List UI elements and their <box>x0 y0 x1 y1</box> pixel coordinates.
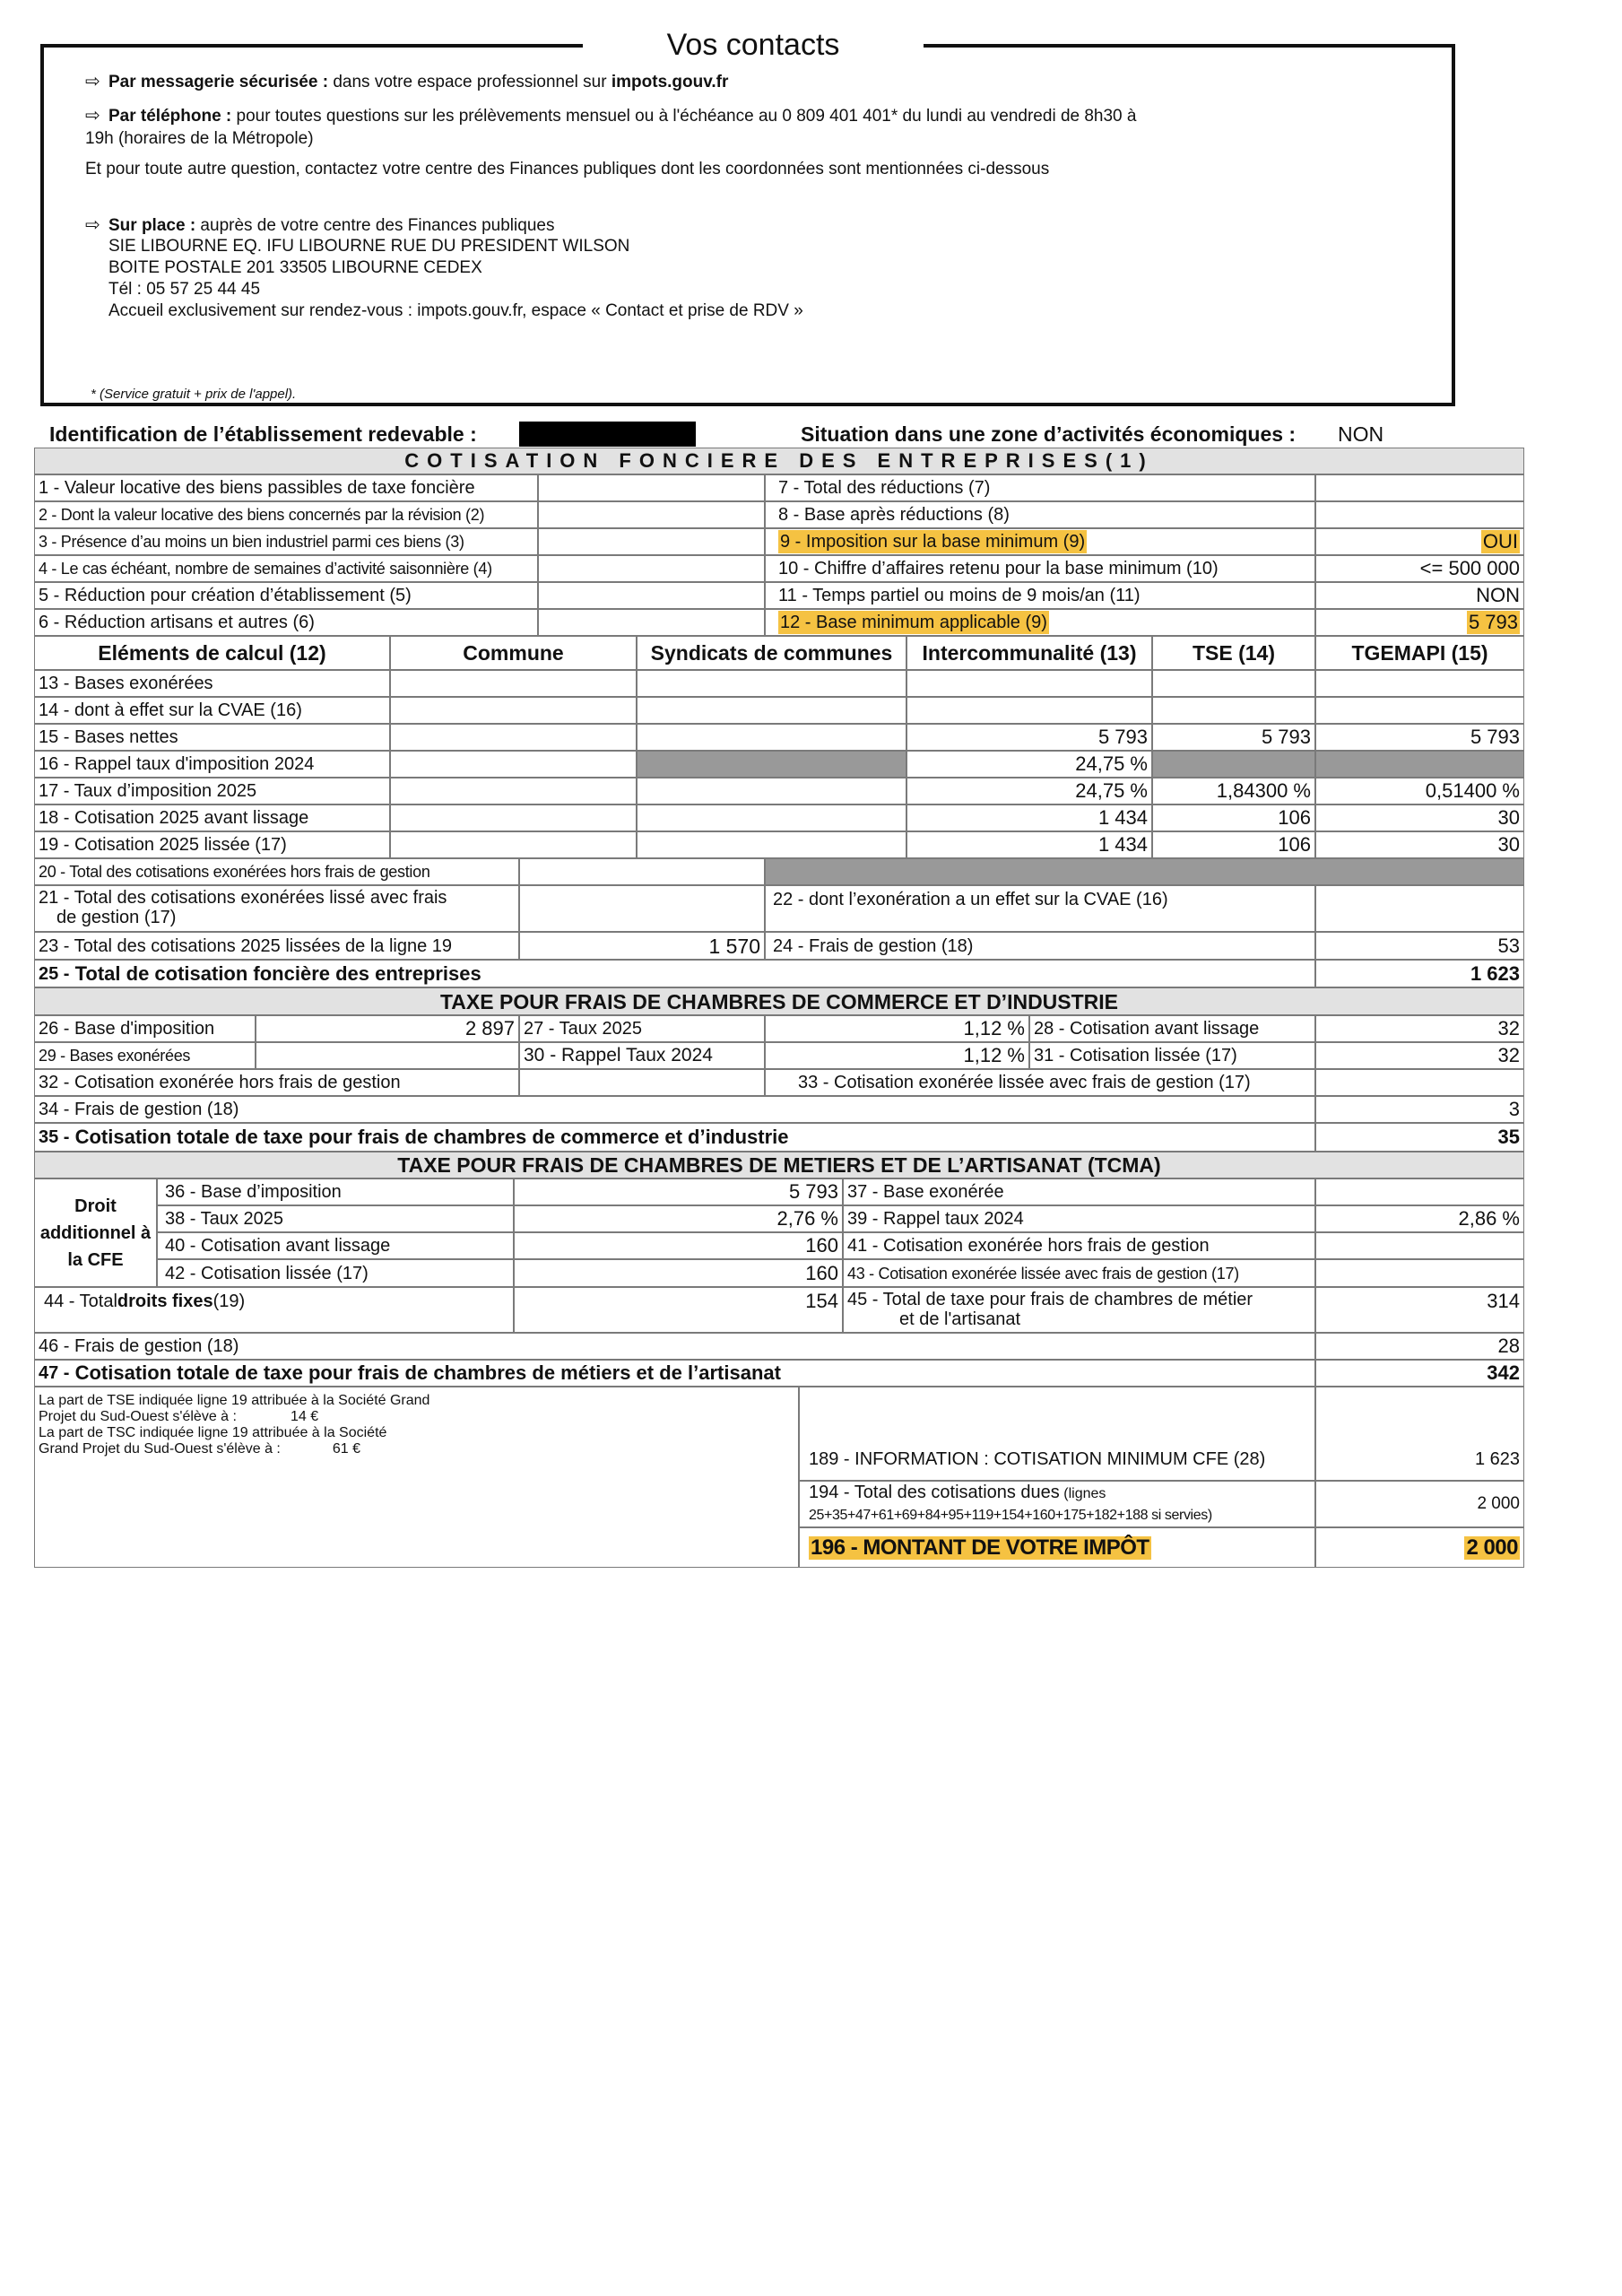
cfe-row-11-label: 11 - Temps partiel ou moins de 9 mois/an (11) <box>765 582 1315 609</box>
row-20-value <box>519 858 765 885</box>
cfe-row-5-value <box>538 582 765 609</box>
contact-autre-question: Et pour toute autre question, contactez votre centre des Finances publiques dont les coordonnées sont mentionnées ci-dessous <box>85 160 1050 178</box>
calc-row-19-commune <box>390 831 637 858</box>
calc-header-elements: Eléments de calcul (12) <box>34 636 390 670</box>
calc-row-19-label: 19 - Cotisation 2025 lissée (17) <box>34 831 390 858</box>
cfe-row-7-label: 7 - Total des réductions (7) <box>765 474 1315 501</box>
row-39-label: 39 - Rappel taux 2024 <box>843 1205 1315 1232</box>
row-35-value: 35 <box>1315 1123 1524 1152</box>
calc-row-19-tgemapi: 30 <box>1315 831 1524 858</box>
droit-additionnel-label: Droit additionnel à la CFE <box>34 1178 157 1287</box>
row-24-value: 53 <box>1315 932 1524 960</box>
calc-row-14-tse <box>1152 697 1315 724</box>
cfe-row-2-value <box>538 501 765 528</box>
row-34-value: 3 <box>1315 1096 1524 1123</box>
calc-row-15-tse: 5 793 <box>1152 724 1315 751</box>
row-36-label: 36 - Base d’imposition <box>157 1178 514 1205</box>
cfe-row-2-label: 2 - Dont la valeur locative des biens concernés par la révision (2) <box>34 501 538 528</box>
calc-row-14-syndicats <box>637 697 906 724</box>
row-23-label: 23 - Total des cotisations 2025 lissées de la ligne 19 <box>34 932 519 960</box>
cfe-title: COTISATION FONCIERE DES ENTREPRISES(1) <box>34 448 1524 474</box>
row-41-label: 41 - Cotisation exonérée hors frais de gestion <box>843 1232 1315 1259</box>
row-22-label: 22 - dont l’exonération a un effet sur la CVAE (16) <box>765 885 1315 932</box>
row-196-value: 2 000 <box>1315 1527 1524 1568</box>
cfe-row-9-value: OUI <box>1315 528 1524 555</box>
row-194-label: 194 - Total des cotisations dues (lignes 25+35+47+61+69+84+95+119+154+160+175+182+188 si servies) <box>799 1481 1315 1527</box>
row-40-value: 160 <box>514 1232 843 1259</box>
contact-sur-place: ⇨ Sur place : auprès de votre centre des Finances publiques <box>85 215 555 235</box>
row-189-value: 1 623 <box>1315 1387 1524 1481</box>
contacts-box <box>40 44 1455 406</box>
row-21-label: 21 - Total des cotisations exonérées lissé avec frais de gestion (17) <box>34 885 519 932</box>
zone-label: Situation dans une zone d’activités économiques : <box>801 422 1297 446</box>
cfe-row-6-value <box>538 609 765 636</box>
gpso-info <box>34 1387 799 1568</box>
row-36-value: 5 793 <box>514 1178 843 1205</box>
calc-row-18-commune <box>390 804 637 831</box>
cfe-row-1-label: 1 - Valeur locative des biens passibles de taxe foncière <box>34 474 538 501</box>
arrow-right-icon: ⇨ <box>85 106 100 126</box>
calc-row-13-interco <box>906 670 1152 697</box>
row-21-value <box>519 885 765 932</box>
cci-title: TAXE POUR FRAIS DE CHAMBRES DE COMMERCE ET D’INDUSTRIE <box>34 987 1524 1015</box>
row-46-label: 46 - Frais de gestion (18) <box>34 1333 1315 1360</box>
cfe-row-4-label: 4 - Le cas échéant, nombre de semaines d’activité saisonnière (4) <box>34 555 538 582</box>
ident-label: Identification de l’établissement redevable : <box>49 422 477 446</box>
row-39-value: 2,86 % <box>1315 1205 1524 1232</box>
row-43-value <box>1315 1259 1524 1287</box>
calc-header-tse: TSE (14) <box>1152 636 1315 670</box>
calc-row-15-tgemapi: 5 793 <box>1315 724 1524 751</box>
row-30-label: 30 - Rappel Taux 2024 <box>519 1042 765 1069</box>
row-44-label: 44 - Total droits fixes (19) <box>34 1287 514 1333</box>
row-32-value <box>519 1069 765 1096</box>
row-42-label: 42 - Cotisation lissée (17) <box>157 1259 514 1287</box>
row-23-value: 1 570 <box>519 932 765 960</box>
row-24-label: 24 - Frais de gestion (18) <box>765 932 1315 960</box>
cfe-row-8-label: 8 - Base après réductions (8) <box>765 501 1315 528</box>
row-37-value <box>1315 1178 1524 1205</box>
zone-value: NON <box>1338 422 1384 446</box>
calc-row-17-label: 17 - Taux d’imposition 2025 <box>34 778 390 804</box>
row-47-value: 342 <box>1315 1360 1524 1387</box>
cfe-row-8-value <box>1315 501 1524 528</box>
row-25-label: 25 - Total de cotisation foncière des entreprises <box>34 960 1315 987</box>
calc-row-14-interco <box>906 697 1152 724</box>
cfe-row-3-value <box>538 528 765 555</box>
tcma-title: TAXE POUR FRAIS DE CHAMBRES DE METIERS ET DE L’ARTISANAT (TCMA) <box>34 1152 1524 1178</box>
impots-link[interactable]: impots.gouv.fr <box>611 73 729 91</box>
calc-row-18-label: 18 - Cotisation 2025 avant lissage <box>34 804 390 831</box>
row-27-value: 1,12 % <box>765 1015 1029 1042</box>
calc-row-18-syndicats <box>637 804 906 831</box>
cfe-row-12-label: 12 - Base minimum applicable (9) <box>765 609 1315 636</box>
cfe-row-4-value <box>538 555 765 582</box>
row-32-label: 32 - Cotisation exonérée hors frais de gestion <box>34 1069 519 1096</box>
cfe-row-6-label: 6 - Réduction artisans et autres (6) <box>34 609 538 636</box>
row-29-value <box>256 1042 519 1069</box>
row-25-value: 1 623 <box>1315 960 1524 987</box>
row-38-label: 38 - Taux 2025 <box>157 1205 514 1232</box>
calc-row-14-tgemapi <box>1315 697 1524 724</box>
contact-messagerie: ⇨ Par messagerie sécurisée : dans votre espace professionnel sur impots.gouv.fr <box>85 72 729 91</box>
row-27-label: 27 - Taux 2025 <box>519 1015 765 1042</box>
tse-share-line-1: La part de TSE indiquée ligne 19 attribuée à la Société Grand <box>39 1393 430 1408</box>
calc-header-interco: Intercommunalité (13) <box>906 636 1152 670</box>
cfe-row-1-value <box>538 474 765 501</box>
row-40-label: 40 - Cotisation avant lissage <box>157 1232 514 1259</box>
calc-row-16-tse-shaded <box>1152 751 1315 778</box>
row-26-value: 2 897 <box>256 1015 519 1042</box>
footnote: * (Service gratuit + prix de l'appel). <box>91 387 297 402</box>
tsc-share-line-1: La part de TSC indiquée ligne 19 attribuée à la Société <box>39 1425 387 1440</box>
row-20-shaded <box>765 858 1524 885</box>
contact-telephone: ⇨ Par téléphone : pour toutes questions sur les prélèvements mensuel ou à l'échéance au 0 809 401 401* du lundi au vendredi de 8h30 à <box>85 106 1137 126</box>
address-line-2: BOITE POSTALE 201 33505 LIBOURNE CEDEX <box>108 258 482 277</box>
cfe-row-7-value <box>1315 474 1524 501</box>
contact-telephone-hours: 19h (horaires de la Métropole) <box>85 129 314 148</box>
row-33-value <box>1315 1069 1524 1096</box>
cfe-row-3-label: 3 - Présence d’au moins un bien industriel parmi ces biens (3) <box>34 528 538 555</box>
row-43-label: 43 - Cotisation exonérée lissée avec frais de gestion (17) <box>843 1259 1315 1287</box>
cfe-row-12-value: 5 793 <box>1315 609 1524 636</box>
calc-header-tgemapi: TGEMAPI (15) <box>1315 636 1524 670</box>
calc-row-18-tse: 106 <box>1152 804 1315 831</box>
calc-row-17-interco: 24,75 % <box>906 778 1152 804</box>
row-196-label: 196 - MONTANT DE VOTRE IMPÔT <box>799 1527 1315 1568</box>
calc-row-13-label: 13 - Bases exonérées <box>34 670 390 697</box>
row-34-label: 34 - Frais de gestion (18) <box>34 1096 1315 1123</box>
row-28-value: 32 <box>1315 1015 1524 1042</box>
calc-row-19-tse: 106 <box>1152 831 1315 858</box>
row-30-value: 1,12 % <box>765 1042 1029 1069</box>
calc-row-16-tgemapi-shaded <box>1315 751 1524 778</box>
row-189-label: 189 - INFORMATION : COTISATION MINIMUM CFE (28) <box>799 1387 1315 1481</box>
arrow-right-icon: ⇨ <box>85 72 100 91</box>
calc-row-13-tgemapi <box>1315 670 1524 697</box>
calc-row-14-commune <box>390 697 637 724</box>
cfe-row-10-label: 10 - Chiffre d’affaires retenu pour la base minimum (10) <box>765 555 1315 582</box>
calc-row-15-interco: 5 793 <box>906 724 1152 751</box>
row-31-value: 32 <box>1315 1042 1524 1069</box>
calc-row-17-commune <box>390 778 637 804</box>
row-38-value: 2,76 % <box>514 1205 843 1232</box>
office-phone: Tél : 05 57 25 44 45 <box>108 280 261 299</box>
row-45-value: 314 <box>1315 1287 1524 1333</box>
row-44-value: 154 <box>514 1287 843 1333</box>
arrow-right-icon: ⇨ <box>85 215 100 235</box>
calc-row-13-syndicats <box>637 670 906 697</box>
calc-row-17-syndicats <box>637 778 906 804</box>
calc-row-15-syndicats <box>637 724 906 751</box>
cfe-row-11-value: NON <box>1315 582 1524 609</box>
calc-row-13-tse <box>1152 670 1315 697</box>
calc-header-syndicats: Syndicats de communes <box>637 636 906 670</box>
calc-header-commune: Commune <box>390 636 637 670</box>
calc-row-17-tgemapi: 0,51400 % <box>1315 778 1524 804</box>
calc-row-18-tgemapi: 30 <box>1315 804 1524 831</box>
address-line-1: SIE LIBOURNE EQ. IFU LIBOURNE RUE DU PRESIDENT WILSON <box>108 237 630 256</box>
row-47-label: 47 - Cotisation totale de taxe pour frais de chambres de métiers et de l’artisanat <box>34 1360 1315 1387</box>
cfe-row-10-value: <= 500 000 <box>1315 555 1524 582</box>
row-20-label: 20 - Total des cotisations exonérées hors frais de gestion <box>34 858 519 885</box>
row-37-label: 37 - Base exonérée <box>843 1178 1315 1205</box>
row-194-value: 2 000 <box>1315 1481 1524 1527</box>
row-31-label: 31 - Cotisation lissée (17) <box>1029 1042 1315 1069</box>
calc-row-16-interco: 24,75 % <box>906 751 1152 778</box>
calc-row-15-label: 15 - Bases nettes <box>34 724 390 751</box>
row-33-label: 33 - Cotisation exonérée lissée avec frais de gestion (17) <box>765 1069 1315 1096</box>
accueil-info: Accueil exclusivement sur rendez-vous : impots.gouv.fr, espace « Contact et prise de RDV » <box>108 301 803 320</box>
row-29-label: 29 - Bases exonérées <box>34 1042 256 1069</box>
row-42-value: 160 <box>514 1259 843 1287</box>
row-45-label: 45 - Total de taxe pour frais de chambres de métier et de l'artisanat <box>843 1287 1315 1333</box>
tse-share-line-2: Projet du Sud-Ouest s'élève à : 14 € <box>39 1409 319 1424</box>
calc-row-17-tse: 1,84300 % <box>1152 778 1315 804</box>
calc-row-16-commune <box>390 751 637 778</box>
cfe-row-9-label: 9 - Imposition sur la base minimum (9) <box>765 528 1315 555</box>
calc-row-14-label: 14 - dont à effet sur la CVAE (16) <box>34 697 390 724</box>
calc-row-13-commune <box>390 670 637 697</box>
contacts-title: Vos contacts <box>583 25 924 65</box>
cfe-row-5-label: 5 - Réduction pour création d’établissement (5) <box>34 582 538 609</box>
calc-row-19-interco: 1 434 <box>906 831 1152 858</box>
row-28-label: 28 - Cotisation avant lissage <box>1029 1015 1315 1042</box>
calc-row-15-commune <box>390 724 637 751</box>
row-26-label: 26 - Base d'imposition <box>34 1015 256 1042</box>
calc-row-16-label: 16 - Rappel taux d'imposition 2024 <box>34 751 390 778</box>
row-22-value <box>1315 885 1524 932</box>
row-46-value: 28 <box>1315 1333 1524 1360</box>
redacted-identifier <box>519 422 696 447</box>
calc-row-19-syndicats <box>637 831 906 858</box>
row-35-label: 35 - Cotisation totale de taxe pour frais de chambres de commerce et d’industrie <box>34 1123 1315 1152</box>
row-41-value <box>1315 1232 1524 1259</box>
tsc-share-line-2: Grand Projet du Sud-Ouest s'élève à : 61 € <box>39 1441 361 1457</box>
calc-row-16-syndicats-shaded <box>637 751 906 778</box>
calc-row-18-interco: 1 434 <box>906 804 1152 831</box>
